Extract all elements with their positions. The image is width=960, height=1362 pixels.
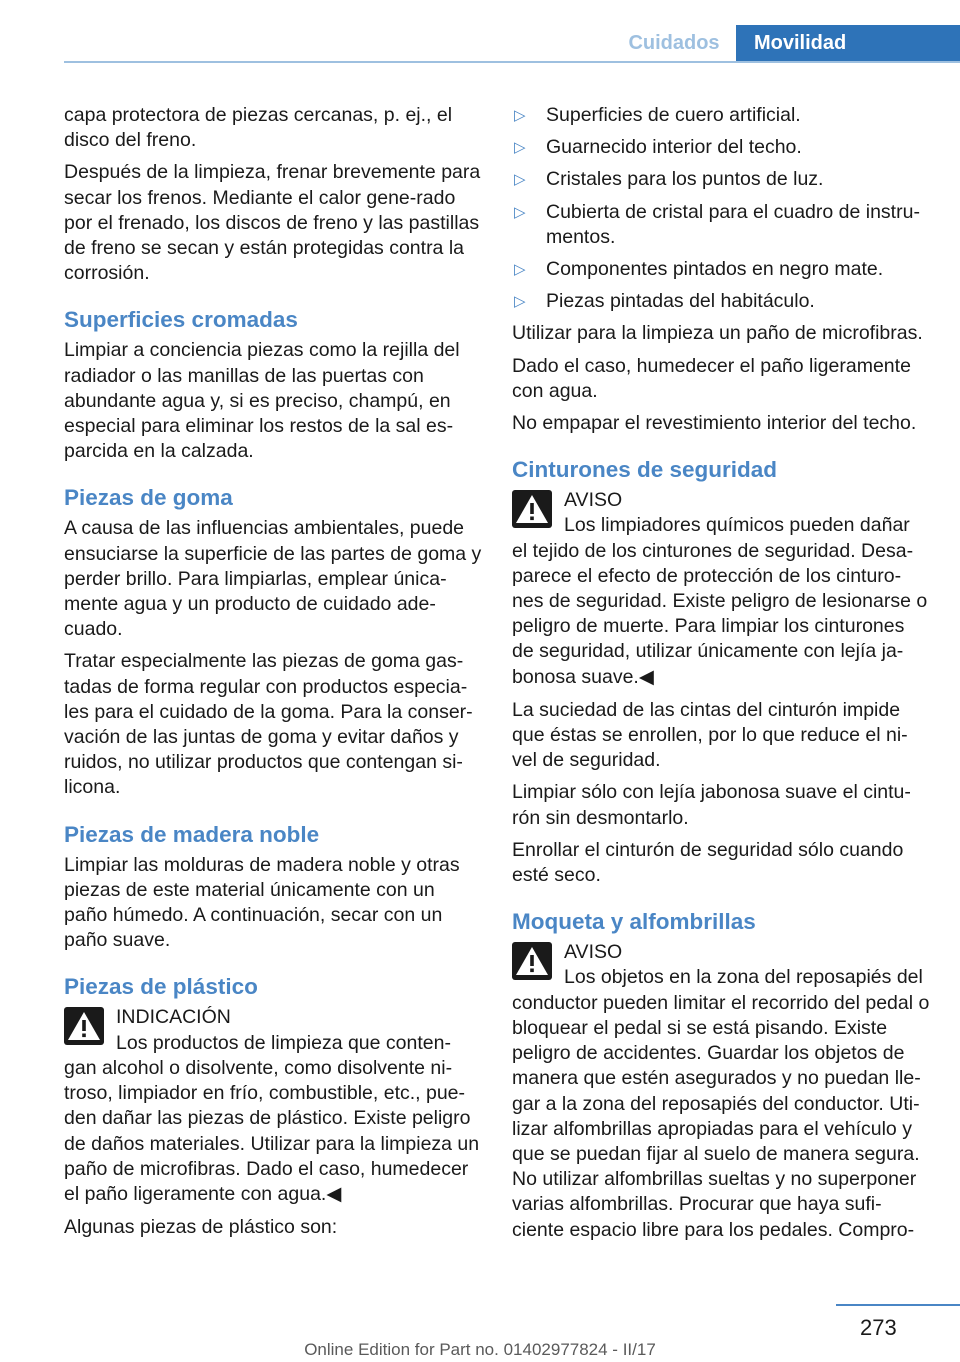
warning-body: Los productos de limpieza que conten‐gan alcohol o disolvente, como disolvente ni‐troso, limpiador en frío, combustible, etc., pue‐den dañar las piezas de plástico. Existe peligro de daños materiales. Utilizar para la limpieza un paño de microfibras. Dado el caso, humedecer el paño ligeramente con agua.◀ bbox=[64, 1031, 480, 1205]
paragraph: Enrollar el cinturón de seguridad sólo cuando esté seco. bbox=[512, 838, 904, 887]
edition-footer: Online Edition for Part no. 01402977824 - II/17 bbox=[304, 1340, 656, 1359]
section-heading-cinturones: Cinturones de seguridad bbox=[512, 457, 778, 483]
page-number: 273 bbox=[860, 1315, 897, 1340]
paragraph: Dado el caso, humedecer el paño ligeramente con agua. bbox=[512, 354, 911, 402]
list-item-text: Piezas pintadas del habitáculo. bbox=[546, 290, 815, 313]
footer-divider bbox=[836, 1304, 960, 1306]
warning-triangle-icon bbox=[64, 1007, 104, 1045]
section-heading-cromadas: Superficies cromadas bbox=[64, 307, 298, 333]
triangle-right-icon: ▷ bbox=[514, 171, 526, 189]
triangle-right-icon: ▷ bbox=[514, 293, 526, 311]
list-item-text: Componentes pintados en negro mate. bbox=[546, 258, 884, 281]
list-item bbox=[512, 167, 930, 192]
warning-note bbox=[64, 1005, 482, 1207]
right-column bbox=[512, 103, 930, 1251]
paragraph: Limpiar a conciencia piezas como la rejilla del radiador o las manillas de las puertas con abundante agua y, si es preciso, champú, en especial para eliminar los restos de la sal es‐parcida en la calzada. bbox=[64, 339, 460, 463]
paragraph: Utilizar para la limpieza un paño de microfibras. bbox=[512, 322, 923, 345]
triangle-right-icon: ▷ bbox=[514, 107, 526, 124]
warning-title: AVISO bbox=[564, 489, 623, 512]
paragraph: Limpiar las molduras de madera noble y otras piezas de este material únicamente con un paño húmedo. A continuación, secar con un paño suave. bbox=[64, 853, 460, 952]
paragraph: Tratar especialmente las piezas de goma gas‐tadas de forma regular con productos especia‐les para el cuidado de la goma. Para la conser‐vación de las juntas de goma y evitar daños y ruidos, no utilizar productos que contengan si‐licona. bbox=[64, 650, 473, 799]
section-heading-goma: Piezas de goma bbox=[64, 485, 233, 511]
tab-movilidad[interactable]: Movilidad bbox=[736, 25, 960, 62]
section-heading-moqueta: Moqueta y alfombrillas bbox=[512, 909, 756, 935]
warning-note bbox=[512, 488, 930, 690]
list-item bbox=[512, 257, 930, 282]
header-divider bbox=[64, 61, 960, 63]
list-item-text: Superficies de cuero artificial. bbox=[546, 104, 801, 126]
tab-cuidados[interactable]: Cuidados bbox=[628, 32, 720, 54]
triangle-right-icon: ▷ bbox=[514, 139, 526, 157]
triangle-right-icon: ▷ bbox=[514, 261, 526, 279]
left-column bbox=[64, 103, 482, 1247]
warning-body: Los limpiadores químicos pueden dañar el tejido de los cinturones de seguridad. Desa‐parece el efecto de protección de los cinturo‐nes de seguridad. Existe peligro de lesionarse o peligro de muerte. Para limpiar los cinturones de seguridad, utilizar únicamente con lejía ja‐bonosa suave.◀ bbox=[512, 514, 928, 688]
warning-title: INDICACIÓN bbox=[116, 1006, 231, 1029]
paragraph: Después de la limpieza, frenar brevemente para secar los frenos. Mediante el calor gene‐rado por el frenado, los discos de freno y las pastillas de freno se secan y están protegidas contra la corrosión. bbox=[64, 161, 481, 285]
paragraph: capa protectora de piezas cercanas, p. ej., el disco del freno. bbox=[64, 104, 453, 152]
list-item bbox=[512, 103, 930, 128]
section-heading-madera: Piezas de madera noble bbox=[64, 821, 320, 847]
warning-note bbox=[512, 940, 930, 1242]
list-item-text: Cristales para los puntos de luz. bbox=[546, 168, 824, 191]
paragraph: La suciedad de las cintas del cinturón impide que éstas se enrollen, por lo que reduce el ni‐vel de seguridad. bbox=[512, 698, 908, 772]
page-header bbox=[0, 25, 960, 62]
paragraph: A causa de las influencias ambientales, puede ensuciarse la superficie de las partes de goma y perder brillo. Para limpiarlas, emplear única‐mente agua y un producto de cuidado ade‐cuado. bbox=[64, 517, 482, 641]
warning-body: Los objetos en la zona del reposapiés del conductor pueden limitar el recorrido del pedal o bloquear el pedal si se está pisando. Existe peligro de accidentes. Guardar los objetos de manera que estén asegurados y no puedan lle‐gar a la zona del reposapiés del conductor. Uti‐lizar alfombrillas apropiadas para el vehículo y que se puedan fijar al suelo de manera segura. No utilizar alfombrillas sueltas y no superponer varias alfombrillas. Procurar que haya sufi‐ciente espacio libre para los pedales. Compro‐ bbox=[512, 966, 930, 1241]
warning-title: AVISO bbox=[564, 941, 623, 964]
paragraph: No empapar el revestimiento interior del techo. bbox=[512, 412, 917, 435]
list-item bbox=[512, 200, 930, 250]
warning-triangle-icon bbox=[512, 942, 552, 980]
list-item bbox=[512, 135, 930, 160]
triangle-right-icon: ▷ bbox=[514, 203, 526, 221]
list-item-text: Cubierta de cristal para el cuadro de instru‐mentos. bbox=[546, 200, 920, 248]
paragraph: Algunas piezas de plástico son: bbox=[64, 1216, 338, 1239]
list-item-text: Guarnecido interior del techo. bbox=[546, 136, 802, 159]
list-item bbox=[512, 289, 930, 314]
paragraph: Limpiar sólo con lejía jabonosa suave el cintu‐rón sin desmontarlo. bbox=[512, 781, 911, 829]
section-heading-plastico: Piezas de plástico bbox=[64, 974, 258, 1000]
warning-triangle-icon bbox=[512, 490, 552, 528]
